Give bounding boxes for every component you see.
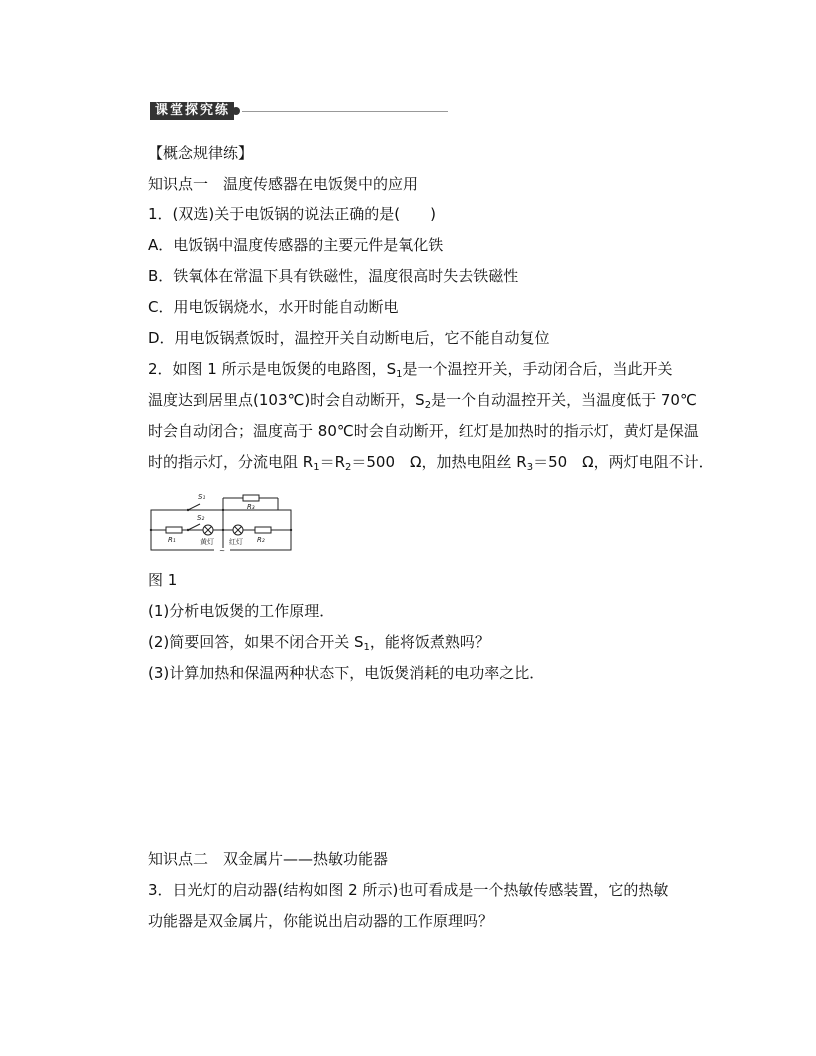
bullet-dot-icon (232, 107, 240, 115)
banner-label: 课堂探究练 (150, 102, 234, 120)
figure-1-caption: 图 1 (148, 571, 178, 589)
resistor-r3 (243, 495, 259, 501)
r2-label: R₂ (257, 536, 265, 544)
knowledge-point-2-title: 知识点二 双金属片——热敏功能器 (148, 850, 389, 868)
yellow-lamp-label: 黄灯 (200, 538, 214, 546)
question-2-sub-2: (2)简要回答，如果不闭合开关 $S_1$，能将饭煮熟吗？ (148, 633, 490, 653)
knowledge-point-1-title: 知识点一 温度传感器在电饭煲中的应用 (148, 175, 419, 193)
question-2-line-1: 2．如图 1 所示是电饭煲的电路图，$S_1$是一个温控开关，手动闭合后，当此开关 (148, 360, 673, 380)
question-2-sub-3: (3)计算加热和保温两种状态下，电饭煲消耗的电功率之比． (148, 664, 545, 682)
question-3-line-2: 功能器是双金属片，你能说出启动器的工作原理吗？ (148, 912, 494, 930)
red-lamp-label: 红灯 (229, 538, 243, 546)
r3-label: R₃ (247, 503, 255, 511)
question-2-line-2: 温度达到居里点(103℃)时会自动断开，$S_2$是一个自动温控开关，当温度低于 70℃ (148, 391, 697, 411)
source-label: ~ (219, 547, 225, 554)
s2-label: S₂ (197, 514, 205, 522)
question-2-sub-1: (1)分析电饭煲的工作原理． (148, 602, 335, 620)
section-title: 【概念规律练】 (148, 144, 254, 162)
question-1-option-a: A．电饭锅中温度传感器的主要元件是氧化铁 (148, 236, 444, 254)
resistor-r1 (166, 527, 182, 533)
question-3-line-1: 3．日光灯的启动器(结构如图 2 所示)也可看成是一个热敏传感装置，它的热敏 (148, 881, 669, 899)
circuit-diagram (148, 490, 294, 554)
section-banner (150, 102, 448, 120)
question-1-option-b: B．铁氧体在常温下具有铁磁性，温度很高时失去铁磁性 (148, 267, 519, 285)
s1-label: S₁ (198, 493, 206, 501)
question-1-stem: 1．(双选)关于电饭锅的说法正确的是( ) (148, 205, 436, 223)
question-1-option-d: D．用电饭锅煮饭时，温控开关自动断电后，它不能自动复位 (148, 329, 550, 347)
question-2-line-3: 时会自动闭合；温度高于 80℃时会自动断开，红灯是加热时的指示灯，黄灯是保温 (148, 422, 699, 440)
banner-rule (242, 111, 448, 112)
question-1-option-c: C．用电饭锅烧水，水开时能自动断电 (148, 298, 399, 316)
switch-s2 (188, 524, 200, 530)
r1-label: R₁ (168, 536, 176, 544)
switch-s1 (188, 504, 200, 510)
question-2-line-4: 时的指示灯，分流电阻 $R_1=R_2=500$ Ω，加热电阻丝 $R_3=50$ Ω，两灯电阻不计． (148, 453, 714, 473)
resistor-r2 (255, 527, 271, 533)
